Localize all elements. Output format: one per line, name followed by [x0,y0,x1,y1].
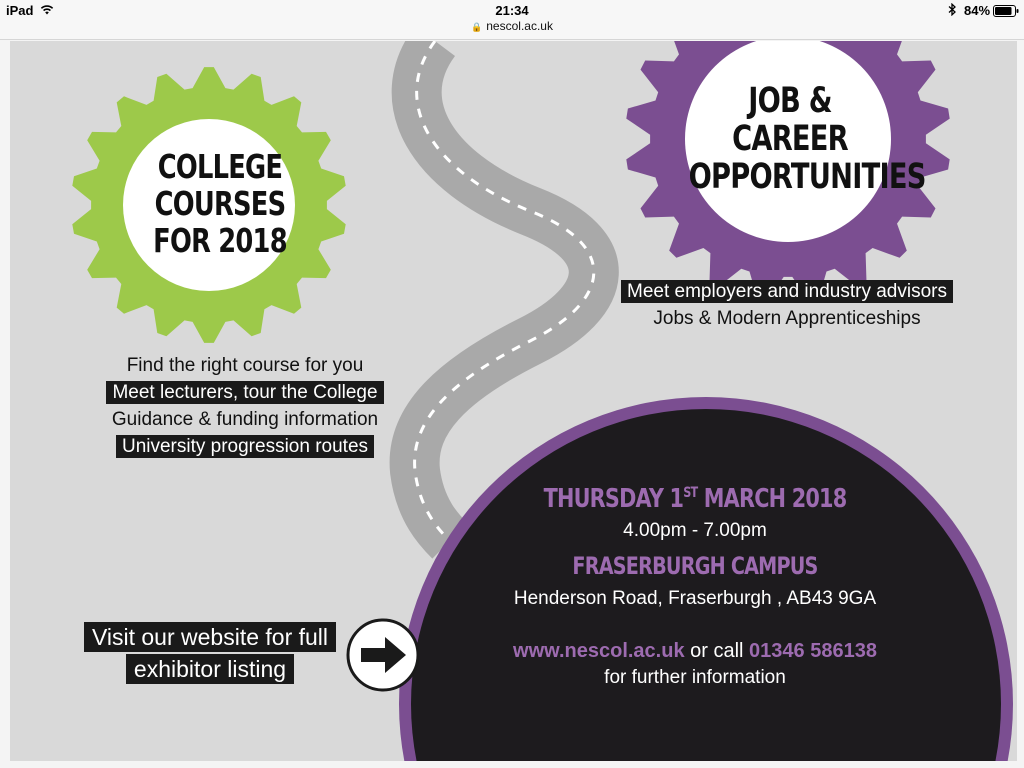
career-heading [688,81,926,197]
device-name: iPad [6,3,34,18]
list-item: Jobs & Modern Apprenticeships [653,308,921,329]
clock: 21:34 [495,3,529,18]
event-poster [10,41,1017,761]
phone-number[interactable]: 01346 586138 [749,640,877,662]
visit-line: exhibitor listing [126,654,294,684]
college-benefits-list [50,352,440,460]
event-time: 4.00pm - 7.00pm [623,520,767,541]
event-details [480,484,910,689]
list-item: University progression routes [116,435,374,458]
call-text: or call [684,640,750,662]
list-item: Meet employers and industry advisors [621,280,953,303]
date-day: THURSDAY 1 [543,484,684,514]
bluetooth-icon [947,3,957,16]
heading-line: COURSES [154,184,286,223]
url-text: nescol.ac.uk [486,19,553,33]
battery-icon [993,5,1019,17]
status-bar [0,0,1024,40]
list-item: Meet lecturers, tour the College [106,381,383,404]
website-link[interactable]: www.nescol.ac.uk [513,640,685,662]
arrow-right-icon[interactable] [346,618,420,692]
career-benefits-list [592,278,982,332]
event-address: Henderson Road, Fraserburgh , AB43 9GA [513,588,877,609]
visit-website-text [30,621,390,685]
heading-line: COLLEGE [157,147,283,186]
contact-line [480,640,910,663]
list-item: Find the right course for you [126,355,364,376]
college-courses-heading [126,148,313,259]
lock-icon: 🔒 [471,22,483,32]
list-item: Guidance & funding information [111,409,379,430]
date-month-year: MARCH 2018 [697,484,847,514]
event-campus: FRASERBURGH CAMPUS [572,552,818,580]
date-ordinal: ST [683,485,698,501]
event-date [523,484,867,514]
heading-line: FOR 2018 [153,221,287,260]
address-bar[interactable] [0,19,1024,33]
battery-percentage: 84% [964,3,991,18]
heading-line: JOB & CAREER [732,81,848,159]
heading-line: OPPORTUNITIES [688,157,926,197]
visit-line: Visit our website for full [84,622,336,652]
further-info-text: for further information [604,667,786,688]
